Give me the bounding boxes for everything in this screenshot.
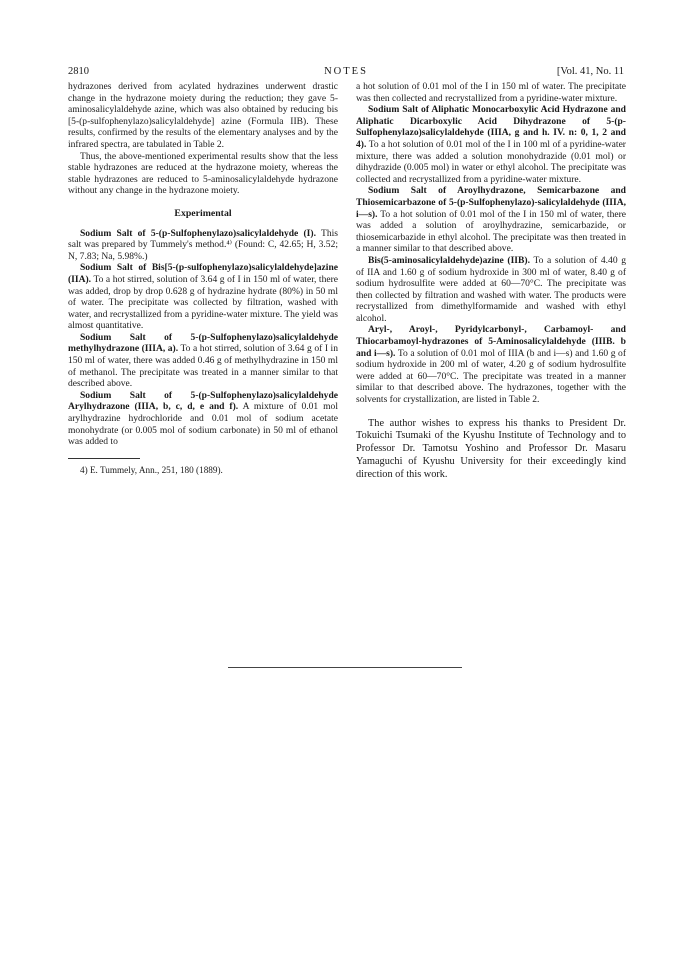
entry-body: This salt was prepared by Tummely's method.⁴⁾ (Found: C, 42.65; H, 3.52; N, 7.83; Na, 5.98%.) — [68, 227, 338, 262]
intro-paragraph: Thus, the above-mentioned experimental results show that the less stable hydrazones are reduced at the hydrazone moiety, whereas the stable hydrazones are reduced to 5-aminosalicylaldehyde hydrazone without any change in the hydrazone moiety. — [68, 150, 338, 197]
entry-title: Sodium Salt of Aliphatic Monocarboxylic Acid Hydrazone and Aliphatic Dicarboxylic Acid Dihydrazone of 5-(p-Sulfophenylazo)salicylaldehyde (IIIA, g and h. IV. n: 0, 1, 2 and 4). — [356, 104, 626, 150]
entry-body: To a solution of 4.40 g of IIA and 1.60 g of sodium hydroxide in 300 ml of water, 8.40 g of sodium hydrosulfite were added at 60—70°C. The precipitate was then collected by filtration and washed with water. The products were recrystallized from dimethylformamide and washed with ethyl alcohol. — [356, 254, 626, 324]
experimental-entry — [68, 262, 338, 332]
experimental-entry — [356, 104, 626, 185]
entry-body: To a solution of 0.01 mol of IIIA (b and i—s) and 1.60 g of sodium hydroxide in 200 ml of water, 4.20 g of sodium hydrosulfite were added at 60—70°C. The precipitate was treated in a manner similar to that described above. The hydrazones, together with the solvents for crystallization, are listed in Table 2. — [356, 347, 626, 406]
footnote-rule — [68, 458, 140, 459]
experimental-entry — [356, 324, 626, 405]
entry-title: Bis(5-aminosalicylaldehyde)azine (IIB). — [368, 254, 530, 266]
entry-title: Sodium Salt of 5-(p-Sulfophenylazo)salicylaldehyde (I). — [80, 227, 316, 239]
entry-body: A mixture of 0.01 mol arylhydrazine hydrochloride and 0.01 mol of sodium acetate monohydrate (or 0.005 mol of sodium carbonate) in 50 ml of ethanol was added to — [68, 401, 338, 448]
journal-section: NOTES — [324, 66, 368, 77]
intro-paragraph: hydrazones derived from acylated hydrazines underwent drastic change in the hydrazone moiety during the reduction; they gave 5-aminosalicylaldehyde azine, which was also obtained by reducing bis [5-(p-sulfophenylazo)salicylaldehyde] azine (Formula IIB). These results, confirmed by the results of the elementary analyses and by the infrared spectra, are tabulated in Table 2. — [68, 81, 338, 150]
acknowledgement: The author wishes to express his thanks to President Dr. Tokuichi Tsumaki of the Kyushu Institute of Technology and to Professor Dr. Tamotsu Yoshino and Professor Dr. Masaru Yamaguchi of Kyushu University for their exceedingly kind direction of this work. — [356, 417, 626, 480]
entry-body: To a hot stirred, solution of 3.64 g of I in 150 ml of water, there was added, drop by drop 0.628 g of hydrazine hydrate (80%) in 50 ml of water. The precipitate was collected by filtration, washed with water, and recrystallized from a pyridine-water mixture. The yield was almost quantitative. — [68, 273, 338, 332]
entry-title: Aryl-, Aroyl-, Pyridylcarbonyl-, Carbamoyl- and Thiocarbamoyl-hydrazones of 5-Aminosalicylaldehyde (IIIB. b and i—s). — [356, 324, 626, 359]
footnote: 4) E. Tummely, Ann., 251, 180 (1889). — [80, 464, 223, 475]
page-number: 2810 — [68, 66, 89, 77]
running-header — [68, 66, 624, 80]
entry-body: To a hot solution of 0.01 mol of the I in 100 ml of a pyridine-water mixture, there was added a solution monohydrazide (0.01 mol) or dihydrazide (0.005 mol) in water or ethyl alcohol. The precipitate was collected and recrystallized from a pyridine-water mixture. — [356, 138, 626, 185]
entry-title: Sodium Salt of 5-(p-Sulfophenylazo)salicylaldehyde Arylhydrazone (IIIA, b, c, d, e and f). — [68, 389, 338, 413]
right-column — [356, 81, 626, 482]
entry-body: To a hot stirred, solution of 3.64 g of I in 150 ml of water, there was added 0.46 g of methylhydrazine in 150 ml of methanol. The precipitate was treated in a manner similar to that described above. — [68, 343, 338, 390]
experimental-entry — [68, 390, 338, 448]
section-heading-experimental: Experimental — [174, 207, 232, 219]
experimental-entry — [356, 185, 626, 255]
entry-body: To a hot solution of 0.01 mol of the I in 150 ml of water, there was added a solution of aroylhydrazine, semicarbazide, or thiosemicarbazide in ethyl alcohol. The precipitate was then treated in a manner similar to that described above. — [356, 208, 626, 255]
experimental-entry — [356, 255, 626, 325]
entry-title: Sodium Salt of Aroylhydrazone, Semicarbazone and Thiosemicarbazone of 5-(p-Sulfophenylazo)-salicylaldehyde (IIIA, i—s). — [356, 185, 626, 220]
volume-info: [Vol. 41, No. 11 — [556, 66, 624, 77]
end-rule — [228, 667, 462, 668]
entry-title: Sodium Salt of 5-(p-Sulfophenylazo)salicylaldehyde methylhydrazone (IIIA, a). — [68, 331, 338, 355]
left-column — [68, 81, 338, 476]
experimental-entry — [68, 228, 338, 263]
entry-title: Sodium Salt of Bis[5-(p-sulfophenylazo)salicylaldehyde]azine (IIA). — [68, 262, 338, 285]
experimental-entry — [68, 332, 338, 390]
continuation-paragraph: a hot solution of 0.01 mol of the I in 150 ml of water. The precipitate was then collected and recrystallized from a pyridine-water mixture. — [356, 81, 626, 104]
